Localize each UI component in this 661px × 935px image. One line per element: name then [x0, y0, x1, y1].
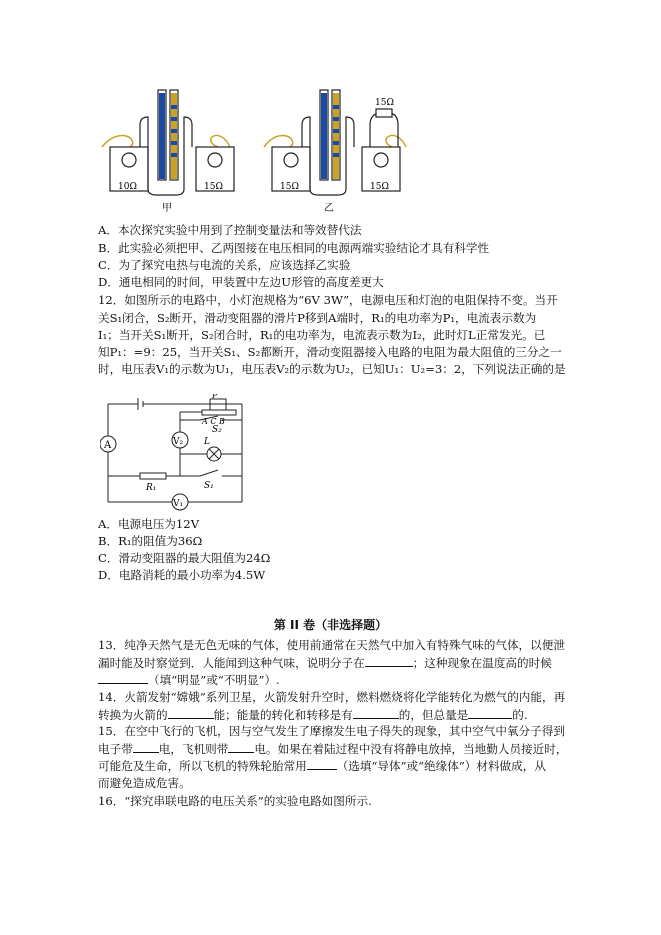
q11-option-d: D．通电相同的时间，甲装置中左边U形管的高度差更大	[98, 275, 384, 289]
svg-text:V₁: V₁	[173, 499, 184, 509]
label-s2: S₂	[212, 425, 222, 435]
label-jia: 甲	[162, 203, 172, 214]
q15-text-a: 电子带	[98, 742, 133, 756]
label-r1: R₁	[146, 483, 157, 493]
q13-blank-2	[98, 671, 148, 684]
figure-joule-heating	[100, 85, 440, 215]
ammeter-icon	[100, 436, 116, 452]
q12-option-a: A．电源电压为12V	[98, 517, 200, 531]
q14-blank-2	[353, 706, 399, 719]
q12-option-c: C．滑动变阻器的最大阻值为24Ω	[98, 551, 271, 565]
res-right-jia: 15Ω	[204, 182, 223, 192]
q14-text-d: 的.	[512, 708, 528, 722]
q12-line-1: 12．如图所示的电路中，小灯泡规格为“6V 3W”，电源电压和灯泡的电阻保持不变。当开	[98, 293, 558, 307]
q15-text-d: 可能危及生命，所以飞机的特殊轮胎常用	[98, 759, 307, 773]
q12-line-4: 知P₁：=9：25，当开关S₁、S₂都断开，滑动变阻器接入电路的电阻为最大阻值的三分之一	[98, 345, 562, 359]
q14-line-2	[98, 706, 528, 723]
q15-text-b: 电，飞机则带	[158, 742, 229, 756]
label-s1: S₁	[204, 481, 214, 491]
q12-option-b: B．R₁的阻值为36Ω	[98, 534, 203, 548]
res-right-yi: 15Ω	[370, 182, 389, 192]
q14-line-1: 14．火箭发射“嫦娥”系列卫星，火箭发射升空时，燃料燃烧将化学能转化为燃气的内能，再	[98, 690, 566, 704]
label-lamp: L	[204, 437, 210, 447]
q14-text-c: 的，但总量是	[398, 708, 469, 722]
res-top-yi: 15Ω	[375, 98, 394, 108]
q12-line-3: I₁；当开关S₁断开，S₂闭合时，R₁的电功率为，电流表示数为I₂，此时灯L正常发光。已	[98, 328, 546, 342]
q14-blank-1	[168, 706, 214, 719]
q13-line-2	[98, 654, 552, 671]
q12-line-5: 时，电压表V₁的示数为U₁，电压表V₂的示数为U₂，已知U₁：U₂=3：2，下列说法正确的是	[98, 362, 566, 376]
res-left-jia: 10Ω	[118, 182, 137, 192]
q15-blank-1	[133, 740, 159, 753]
q13-text-c: （填“明显”或“不明显”）.	[148, 673, 280, 687]
q12-option-d: D．电路消耗的最小功率为4.5W	[98, 568, 266, 582]
q11-option-c: C．为了探究电热与电流的关系，应该选择乙实验	[98, 258, 351, 272]
q11-option-b: B．此实验必须把甲、乙两图接在电压相同的电源两端实验结论才具有科学性	[98, 241, 490, 255]
lamp-icon	[207, 447, 221, 461]
q13-blank-1	[365, 654, 413, 667]
q15-line-4: 而避免造成危害。	[98, 776, 191, 790]
q12-line-2: 关S₁闭合，S₂断开，滑动变阻器的滑片P移到A端时，R₁的电功率为P₁，电流表示数为	[98, 311, 537, 325]
res-left-yi: 15Ω	[280, 182, 299, 192]
q15-line-2	[98, 740, 567, 757]
q15-text-e: （选填“导体”或“绝缘体”）材料做成，从	[336, 759, 546, 773]
q14-blank-3	[468, 706, 512, 719]
voltmeter-v2-icon	[172, 432, 188, 448]
q14-text-a: 转换为火箭的	[98, 708, 168, 722]
svg-text:A: A	[104, 440, 112, 451]
q15-blank-3	[307, 757, 337, 770]
label-acb: A C B	[202, 417, 225, 426]
scale-yi	[321, 93, 339, 179]
q16-line-1: 16．“探究串联电路的电压关系”的实验电路如图所示.	[98, 794, 372, 808]
q15-line-3	[98, 757, 546, 774]
q15-blank-2	[228, 740, 254, 753]
scale-jia	[159, 93, 177, 179]
q13-line-3	[98, 671, 280, 688]
q15-text-c: 电。如果在着陆过程中没有将静电放掉，当地勤人员接近时，	[254, 742, 568, 756]
label-yi: 乙	[324, 203, 334, 214]
q14-text-b: 能；能量的转化和转移是有	[213, 708, 353, 722]
q11-option-a: A．本次探究实验中用到了控制变量法和等效替代法	[98, 223, 362, 237]
apparatus-jia	[102, 90, 234, 195]
q13-line-1: 13．纯净天然气是无色无味的气体，使用前通常在天然气中加入有特殊气味的气体，以便泄	[98, 638, 565, 652]
circuit-diagram	[100, 394, 250, 514]
q15-line-1: 15．在空中飞行的飞机，因与空气发生了摩擦发生电子得失的现象，其中空气中氧分子得到	[98, 724, 565, 738]
q13-text-a: 漏时能及时察觉到．人能闻到这种气味，说明分子在	[98, 656, 365, 670]
section-title: 第 II 卷（非选择题）	[273, 618, 388, 632]
svg-text:V₂: V₂	[173, 437, 184, 447]
q13-text-b: ；这种现象在温度高的时候	[412, 656, 552, 670]
label-p: P	[212, 394, 218, 400]
voltmeter-v1-icon	[172, 494, 188, 510]
